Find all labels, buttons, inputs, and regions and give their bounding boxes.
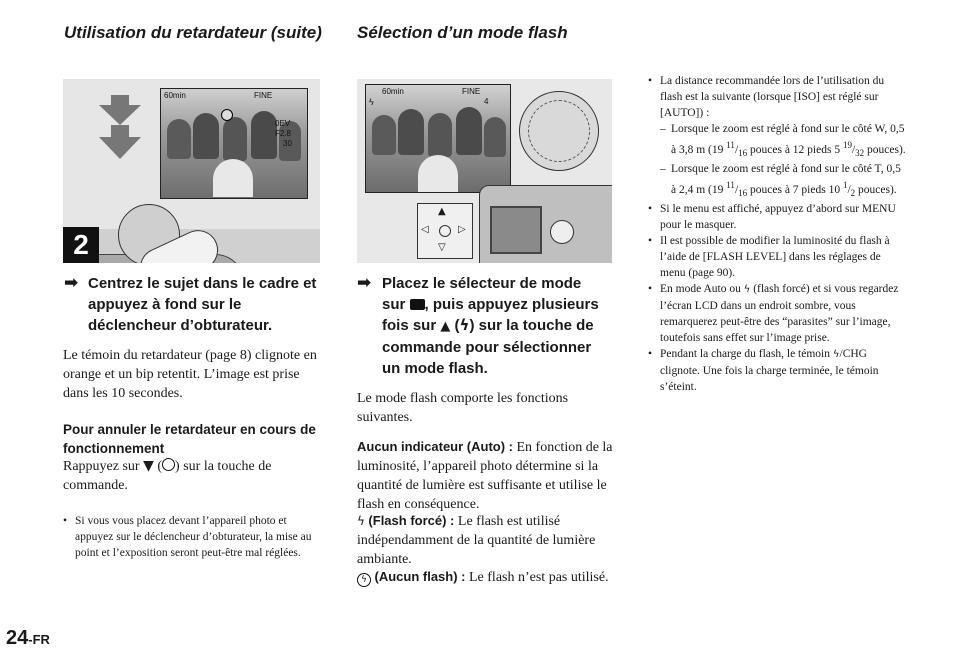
down-triangle-icon: ▼ [143,458,154,474]
flash-mode-forced: ϟ (Flash forcé) : Le flash est utilisé indépendamment de la quantité de lumière ambiante. [357,513,596,567]
step-instruction-flash: ➡ Placez le sélecteur de mode sur , puis appuyez plusieurs fois sur ▲ (ϟ) sur la touche de commande pour sélectionner un mode flash. [357,273,599,377]
flash-intro-text: Le mode flash comporte les fonctions suivantes. [357,391,569,425]
flash-icon: ϟ [832,349,840,361]
cancel-subheading: Pour annuler le retardateur en cours de fonctionnement [63,422,316,456]
lcd-count-readout: 30 [283,139,292,148]
flash-mode-illustration [357,79,612,263]
up-arrow-icon: ▲ [438,206,446,217]
section-heading-self-timer: Utilisation du retardateur (suite) [64,23,322,42]
center-button-icon [439,225,451,237]
camera-back-icon [479,185,612,263]
section-heading-flash-mode: Sélection d’un mode flash [357,23,568,42]
step-instruction-self-timer: ➡ Centrez le sujet dans le cadre et appuyez à fond sur le déclencheur d’obturateur. [64,273,317,334]
lcd-battery-readout: 60min [164,91,186,100]
self-timer-notes [63,513,321,561]
flash-icon: ϟ [459,316,470,334]
note-item: • La distance recommandée lors de l’utilisation du flash est la suivante (lorsque [ISO] est réglé sur [AUTO]) : – Lorsque le zoom est réglé à fond sur le côté W, 0,5 à 3,8 m (19 $^{11}/_{16}$ pouces à 12 pieds 5 $^{19}/_{32}$ pouces). – Lorsque le zoom est réglé à fond sur le côté T, 0,5 à 2,4 m (19 $^{11}/_{16}$ pouces à 7 pieds 10 $^1/_2$ pouces). [648,73,906,201]
step-number-badge: 2 [63,227,99,263]
self-timer-symbol-icon [162,458,175,471]
lcd-count-readout: 4 [484,97,489,106]
flash-mode-auto: Aucun indicateur (Auto) : En fonction de la luminosité, l’appareil photo détermine si la quantité de lumière est suffisante et utilise le flash en conséquence. [357,439,613,512]
step-arrow-icon: ➡ [64,273,79,293]
flash-icon: ϟ [357,514,365,528]
flash-mode-off: ϟ (Aucun flash) : Le flash n’est pas utilisé. [357,567,617,587]
press-down-arrows-icon [99,95,141,161]
mode-dial-icon [519,91,599,171]
note-item: • Si le menu est affiché, appuyez d’abord sur MENU pour le masquer. [648,201,906,233]
lcd-ev-readout: 0EV [275,119,291,128]
note-item: • Si vous vous placez devant l’appareil photo et appuyez sur le déclencheur d’obturateur, la mise au point et l’exposition seront peut-être mal réglées. [63,513,321,561]
flash-icon: ϟ [743,284,751,296]
note-item: • Pendant la charge du flash, le témoin ϟ/CHG clignote. Une fois la charge terminée, le témoin s’éteint. [648,346,906,395]
page-number: 24-FR [6,627,50,649]
up-triangle-icon: ▲ [440,319,451,334]
control-button-pad [417,203,473,259]
note-subitem: – Lorsque le zoom est réglé à fond sur le côté W, 0,5 à 3,8 m (19 $^{11}/_{16}$ pouces à 12 pieds 5 $^{19}/_{32}$ pouces). [660,121,906,161]
note-subitem: – Lorsque le zoom est réglé à fond sur le côté T, 0,5 à 2,4 m (19 $^{11}/_{16}$ pouces à 7 pieds 10 $^1/_2$ pouces). [660,161,906,201]
note-item: • Il est possible de modifier la luminosité du flash à l’aide de [FLASH LEVEL] dans les réglages de menu (page 90). [648,233,906,281]
cancel-instruction: Rappuyez sur ▼ ( ) sur la touche de commande. [63,458,272,493]
lcd-preview-photo-flash [365,84,511,193]
note-item: • En mode Auto ou ϟ (flash forcé) et si vous regardez l’écran LCD dans un endroit sombre, vous remarquerez peut-être des “parasites” sur l’image, toutefois sans effet sur l’image prise. [648,281,906,346]
lcd-flash-icon: ϟ [369,97,374,107]
no-flash-icon: ϟ [357,573,371,587]
lcd-quality-readout: FINE [462,87,481,96]
dog-shape [213,159,253,197]
right-arrow-icon: ▷ [458,224,466,235]
self-timer-icon [221,109,233,121]
down-arrow-icon: ▽ [438,242,446,253]
camera-icon [410,299,425,310]
step-arrow-icon: ➡ [357,273,372,293]
self-timer-illustration [63,79,320,263]
left-arrow-icon: ◁ [421,224,429,235]
lcd-quality-readout: FINE [254,91,273,100]
lcd-fnumber-readout: F2.8 [275,129,292,138]
self-timer-body-text: Le témoin du retardateur (page 8) clignote en orange et un bip retentit. L’image est prise dans les 10 secondes. [63,348,317,401]
lcd-preview-photo [160,88,308,199]
lcd-battery-readout: 60min [382,87,404,96]
flash-notes-list [648,73,906,395]
